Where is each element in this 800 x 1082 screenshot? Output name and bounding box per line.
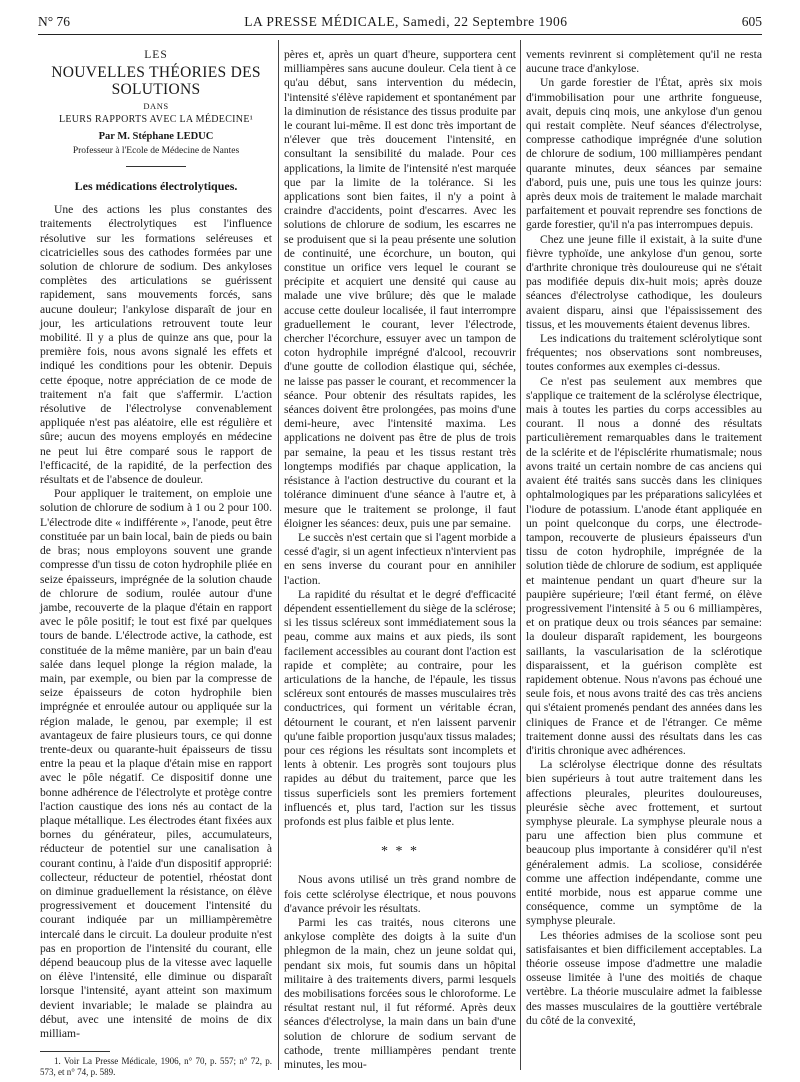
article-title-block	[40, 48, 272, 167]
article-author: Par M. Stéphane LEDUC	[98, 130, 214, 142]
paragraph: Chez une jeune fille il existait, à la suite d'une fièvre typhoïde, une ankylose d'un genou, sorte d'arthrite chronique très douloureuse qui ne s'était pas modifiée depuis dix-huit mois; après douze séances d'électrolyse cathodique, les douleurs avaient disparu, ainsi que l'épaississement des tissus, et les mouvements étaient devenus libres.	[526, 232, 762, 331]
author-role: Professeur à l'Ecole de Médecine de Nantes	[72, 145, 240, 156]
page-number: 605	[741, 14, 762, 29]
paragraph: Les indications du traitement sclérolytique sont fréquentes; nos observations sont nombreuses, toutes conformes aux exemples ci-dessus.	[526, 332, 762, 374]
paragraph: Pour appliquer le traitement, on emploie une solution de chlorure de sodium à 1 ou 2 pour 100. L'électrode dite « indifférente », l'anode, peut être constituée par un bain local, bain de pieds ou bain de bras; nous employons souvent une grande compresse d'un tissu de coton hydrophile pliée en seize épaisseurs, imprégnée de la solution chaude de chlorure de sodium, roulée autour d'une jambe, recouverte de la plaque d'étain en rapport avec le pôle positif; le tout est fixé par quelques tours de bande. L'électrode active, la cathode, est constituée de la même manière, par un bain d'eau salée dans lequel plonge la région malade, la main, par exemple, ou bien par la compresse de seize épaisseurs de coton hydrophile bien imprégnée et enroulée autour ou appliquée sur la région malade, le genou, par exemple; il est avantageux de faire plusieurs tours, ce qui donne trente-deux ou quarante-huit épaisseurs de tissu entre la peau et la plaque d'étain mise en rapport avec le pôle négatif. Ce dispositif donne une bonne adhérence de l'électrolyte et protège contre l'action caustique des ions nés au contact de la plaque métallique. Les électrodes étant fixées aux bornes du générateur, piles, accumulateurs, réducteur de potentiel sur une canalisation à courant continu, à l'aide d'un dispositif approprié: collecteur, réducteur de potentiel, rhéostat dont on diminue graduellement la résistance, on élève progressivement et doucement l'intensité du courant indiquée par un milliampèremètre intercalé dans le circuit. La douleur produite n'est pas en proportion de l'intensité du courant, elle dépend beaucoup plus de la vitesse avec laquelle on élève l'intensité, elle diminue ou disparaît lorsque l'intensité, ayant atteint son maximum devient invariable; le malade se plaindra au début, avec une intensité de moins de dix milliam-	[40, 487, 272, 1040]
page-header	[38, 10, 762, 35]
column-3	[526, 48, 762, 1028]
paragraph: Ce n'est pas seulement aux membres que s'applique ce traitement de la sclérolyse électrique, mais à toutes les parties du corps accessibles au courant. Il nous a donné des résultats particulièrement remarquables dans le traitement de la sclérite et de l'épisclérite rhumatismale; nous avons traité un certain nombre de cas anciens qui avaient été traités sans succès dans les cliniques ophtalmologiques par les préparations salicylées et l'iodure de potassium. L'anode étant appliquée en un point quelconque du corps, une électrode-tampon, recouverte de plusieurs épaisseurs d'un tissu de coton hydrophile, imprégnée de la solution tiède de chlorure de sodium, est appliquée et maintenue pendant un quart d'heure sur la paupière supérieure; l'œil étant fermé, on élève progressivement l'intensité à 5 ou 6 milliampères, et on pratique deux ou trois séances par semaine: la douleur disparaît rapidement, les bourgeons saillants, la vascularisation de la sclérotique disparaissent, et la guérison complète est rapidement obtenue. Nous n'avons pas échoué une seule fois, et nous avons traité des cas très anciens qui s'étaient promenés pendant des années dans les cliniques de France et de l'étranger. Ce même traitement donne aussi des résultats dans les cas d'iritis chronique avec adhérences.	[526, 374, 762, 757]
title-separator	[126, 166, 186, 167]
paragraph: La rapidité du résultat et le degré d'efficacité dépendent essentiellement du siège de la sclérose; si les tissus scléreux sont immédiatement sous la peau, comme aux mains et aux pieds, ils sont facilement accessibles au courant dont l'action est rapide et complète; au contraire, pour les articulations de la hanche, de l'épaule, les tissus scléreux sont entourés de masses musculaires très conductrices, qui forment un véritable écran, détournent le courant, et n'en laissent parvenir qu'une faible proportion jusqu'aux tissus malades; pour ces régions les résultats sont incomplets et lents à obtenir. Les progrès sont toujours plus rapides au début du traitement, parce que les tissus superficiels sont les premiers fortement influencés et, plus tard, l'action sur les tissus profonds est plus faible et plus lente.	[284, 587, 516, 828]
column-divider	[520, 40, 521, 1070]
paragraph: La sclérolyse électrique donne des résultats bien supérieurs à tout autre traitement dans les affections pleurales, pleurites douloureuses, pleurésie sèche avec frottement, et surtout symphyse pleurale. La symphyse pleurale nous a paru une affection bien plus commune et beaucoup plus importante à considérer qu'il n'est généralement admis. La scoliose, considérée comme une affection indépendante, comme une entité morbide, nous est apparue comme une conséquence, comme un symptôme de la symphyse pleurale.	[526, 758, 762, 928]
title-dans: DANS	[143, 101, 169, 112]
journal-title: LA PRESSE MÉDICALE, Samedi, 22 Septembre 1906	[244, 14, 568, 29]
paragraph: Parmi les cas traités, nous citerons une ankylose complète des doigts à la suite d'un phlegmon de la main, chez un jeune soldat qui, pendant six mois, fut soumis dans un hôpital militaire à des traitements divers, parmi lesquels des mobilisations forcées sous le chloroforme. Le résultat restant nul, il fut réformé. Après deux séances d'électrolyse, la main dans un bain d'une solution de chlorure de sodium servant de cathode, trente milliampères pendant trente minutes, les mou-	[284, 915, 516, 1072]
footnote-separator	[40, 1051, 110, 1052]
footnote: 1. Voir La Presse Médicale, 1906, n° 70, p. 557; n° 72, p. 573, et n° 74, p. 589.	[40, 1056, 272, 1078]
paragraph: Une des actions les plus constantes des traitements électrolytiques est l'influence résolutive sur les formations seléreuses et cicatricielles sous des cathodes formées par une solution de chlorure de sodium. Des ankyloses complètes des articulations se guérissent rapidement, sans mouvements forcés, sans aucune douleur; l'ankylose disparaît de jour en jour, les articulations retrouvent toute leur mobilité. Il y a plus de quinze ans que, pour la première fois, nous avons signalé les effets et indiqué les conditions pour les obtenir. Depuis cette époque, notre appréciation de ce mode de traitement n'a fait que s'affermir. L'action résolutive de l'électrolyse convenablement appliquée n'est pas aléatoire, elle est régulière et sûre; aucun des moyens employés en médecine ne peut lui être comparé sous le rapport de l'efficacité, de la rapidité, de la perfection des résultats et de l'absence de douleur.	[40, 203, 272, 487]
section-break-stars: * * *	[381, 844, 419, 860]
article-subtitle: LEURS RAPPORTS AVEC LA MÉDECINE¹	[58, 114, 254, 126]
paragraph: Un garde forestier de l'État, après six mois d'immobilisation pour une arthrite fongueuse, avait, depuis cinq mois, une ankylose d'un genou qui restait complète. Neuf séances d'électrolyse, compresse cathodique imprégnée d'une solution de chlorure de sodium, 100 milliampères pendant quarante minutes, deux séances par semaine d'abord, puis une, puis une tous les quinze jours: après deux mois de traitement le malade marchait parfaitement et pouvait reprendre ses fonctions de garde forestier, qu'il n'a pas interrompues depuis.	[526, 76, 762, 232]
issue-number: N° 76	[38, 14, 71, 29]
paragraph: Les théories admises de la scoliose sont peu satisfaisantes et bien difficilement acceptables. La théorie osseuse impose d'admettre une maladie osseuse limitée à l'une des moitiés de chaque vertèbre. La théorie musculaire admet la faiblesse des masses musculaires de la gouttière vertébrale du côté de la convexité,	[526, 928, 762, 1027]
column-2	[284, 48, 516, 1072]
column-divider	[278, 40, 279, 1070]
title-les: LES	[144, 49, 168, 61]
column-1	[40, 48, 272, 1078]
article-title: NOUVELLES THÉORIES DES SOLUTIONS	[51, 64, 261, 99]
paragraph: Le succès n'est certain que si l'agent morbide a cessé d'agir, si un agent infectieux n'intervient pas en sens inverse du courant pour en annihiler l'action.	[284, 530, 516, 587]
paragraph: vements revinrent si complètement qu'il ne resta aucune trace d'ankylose.	[526, 48, 762, 76]
paragraph: Nous avons utilisé un très grand nombre de fois cette sclérolyse électrique, et nous pouvons d'avance prévoir les résultats.	[284, 873, 516, 915]
section-heading: Les médications électrolytiques.	[74, 179, 238, 194]
paragraph: pères et, après un quart d'heure, supportera cent milliampères sans aucune douleur. Cela tient à ce qu'au début, sans intervention du médecin, l'intensité s'élève rapidement et spontanément par la diminution de résistance des tissus produite par le courant lui-même. Il est donc très important de n'élever que très doucement l'intensité, en consultant la sensibilité du malade. Pour ces applications, la limite de l'intensité n'est marquée que par la limite de la tolérance. Si les applications sont bien faites, il n'y a point à craindre d'accidents, point d'escarres. Avec les solutions de chlorure de sodium, les escarres ne se produisent que si la peau présente une solution de continuité, une écorchure, un bouton, qui constitue un orifice vers lequel le courant se précipite et acquiert une densité qui cause au malade une vive brûlure; dès que le malade accuse cette douleur localisée, il faut interrompre graduellement le courant, lever l'électrode, chercher l'écorchure, essuyer avec un tampon de coton hydrophile imprégné d'alcool, recouvrir d'une goutte de collodion élastique qui, séchée, ne laisse pas passer le courant, et recommencer la séance. Pour obtenir des résultats rapides, les séances doivent être prolongées, pas moins d'une demi-heure, avec l'intensité maxima. Les applications ne doivent pas être de plus de trois par semaine, la peau et les tissus restant très longtemps modifiés par chaque application, la résistance à l'action destructive du courant et la tolérance diminuent d'une séance à l'autre et, à mesure que le traitement se prolonge, il faut éloigner les séances: deux, puis une par semaine.	[284, 48, 516, 530]
